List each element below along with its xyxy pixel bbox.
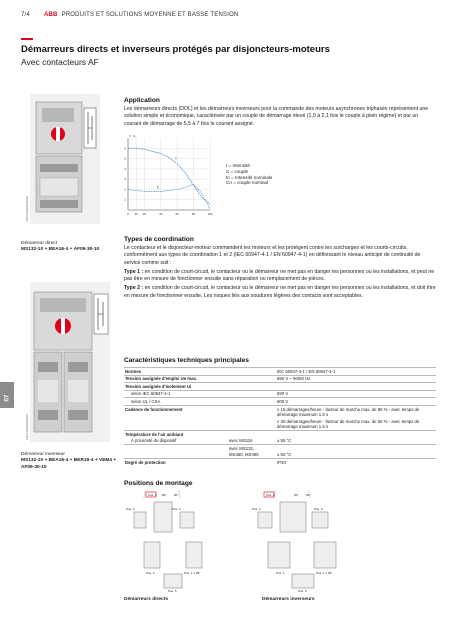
spec-row (124, 390, 436, 398)
title-accent-bar (21, 38, 33, 40)
spec-label: selon UL / CSA (124, 398, 228, 406)
photo-code-1: 1SFC101001F0001 (25, 195, 29, 222)
spec-mid (228, 459, 276, 466)
product-name: Démarreur direct (21, 241, 57, 246)
spec-value: IEC 60947-4-1 / EN 60947-4-1 (276, 368, 436, 376)
spec-label: Température de l'air ambiant (124, 430, 228, 437)
spec-label: Tension assignée d'isolement Ui (124, 383, 228, 391)
x-tick-label: 20 (142, 212, 147, 216)
pos-label-angle: Pos. 1 ± 30° (316, 571, 333, 575)
pos-label: Pos. 3 (172, 507, 181, 511)
spec-mid (228, 368, 276, 376)
angle-label: 90° (162, 493, 167, 497)
legend-item: Cn = couple nominal (226, 180, 269, 186)
spec-row (124, 445, 436, 452)
angle-label: 90° (174, 493, 179, 497)
x-tick-label: 100 (207, 212, 213, 216)
x-tick-label: 80 (191, 212, 196, 216)
spec-mid (228, 418, 276, 431)
y-tick-label: 4 (124, 166, 126, 171)
chapter-tab: 07 (0, 382, 14, 408)
spec-value: ± 55 °C (277, 438, 292, 444)
spec-label: À proximité du dispositif (131, 438, 177, 444)
spec-label: selon IEC 60947-4-1 (124, 390, 228, 398)
spec-label (124, 452, 228, 459)
mounting-diagram-direct (124, 490, 232, 594)
legend-item: In = Intensité nominale (226, 174, 273, 180)
pos-label-angle: Pos. 1 ± 90° (184, 571, 201, 575)
series-line-c (128, 184, 210, 209)
product-name: Démarreur inverseur (21, 452, 65, 457)
specs-heading: Caractéristiques techniques principales (124, 357, 249, 364)
legend-item: I = Intensité (226, 163, 250, 168)
spec-value: 690 V (276, 390, 436, 398)
page-subtitle: Avec contacteurs AF (21, 57, 99, 67)
angle-label: 30° (306, 493, 311, 497)
spec-row (124, 459, 436, 466)
spec-label: Cadence de fonctionnement (124, 405, 228, 418)
direct-starter-image (30, 94, 100, 224)
angle-label: 30° (294, 493, 299, 497)
spec-row (124, 452, 436, 459)
coordination-body (124, 245, 436, 300)
spec-label (124, 418, 228, 431)
coordination-intro: Le contacteur et le disjoncteur-moteur commandent les moteurs et les protègent contre les surcharges et les courts-circuits, conformément aux types de coordination 1 et 2 (IEC 60947-4-1 / EN 60947-4-1) en définissant le niveau anticipé de continuité de service comme suit : (124, 245, 421, 266)
page-number: 7/4 (21, 12, 30, 18)
application-text: Les démarreurs directs (DOL) et les démarreurs inverseurs pour la commande des moteurs asynchrones triphasés représentent une solution simple et économique, caractérisée par un couple de démarrage élevé (1,9 à 2,1 fois le couple à plein régime) et par un courant de démarrage de 5,5 à 7 fois le courant assigné. (124, 106, 429, 127)
mounting-heading: Positions de montage (124, 480, 193, 487)
spec-mid: MS450, MS495 (229, 452, 259, 458)
page-title: Démarreurs directs et inverseurs protégés par disjoncteurs-moteurs (21, 44, 330, 55)
spec-value (276, 430, 436, 437)
spec-value: IP20 (276, 459, 436, 466)
product-reference: MS132-10 + BEA16-4 + AF09-30-10 (21, 247, 100, 253)
spec-mid (228, 430, 276, 437)
coordination-type1: Type 1 : en condition de court-circuit, le contacteur ou le démarreur ne met pas en danger les personnes ou les installations, et peut ne pas être en mesure de fonctionner ensuite sans réparation ou remplacement de pièces. (124, 268, 435, 283)
mounting-caption-direct: Démarreurs directs (124, 597, 168, 602)
spec-row (124, 375, 436, 383)
y-tick-label: 1 (124, 197, 126, 202)
product-photo-reversing-starter (30, 282, 110, 442)
spec-label: Normes (124, 368, 228, 376)
current-torque-chart (118, 132, 218, 222)
series-line-i (128, 148, 210, 204)
spec-row (124, 368, 436, 376)
spec-value: 600 V (276, 398, 436, 406)
reversing-starter-image (30, 282, 110, 442)
photo-code-2: 1SFC101002F0001 (25, 413, 29, 440)
axis-corner-label: I/ (129, 134, 131, 138)
spec-label: Tension assignée d'emploi Ue max. (124, 375, 228, 383)
pos-label: Pos. 5 (298, 589, 307, 593)
page-header (21, 12, 238, 18)
legend-item: C = couple (226, 168, 249, 174)
series-annotation: I (175, 156, 177, 161)
specs-table (124, 367, 436, 466)
x-tick-label: 0 (127, 212, 129, 216)
pos-label: Pos. 1 (146, 571, 155, 575)
spec-row (124, 430, 436, 437)
spec-row (124, 398, 436, 406)
spec-mid: avec MS132, (228, 445, 276, 452)
spec-mid (228, 383, 276, 391)
product-caption-direct (21, 241, 116, 254)
spec-value (276, 445, 436, 452)
pos-label: Pos. 1 (276, 571, 285, 575)
product-caption-reversing (21, 452, 119, 471)
spec-value: ± 60 °C (277, 452, 292, 458)
spec-row (124, 438, 436, 445)
y-tick-label: 5 (124, 156, 126, 161)
spec-value: 690 V ~ 50/60 Hz (276, 375, 436, 383)
pos-label: Pos. 4 (126, 507, 135, 511)
product-photo-direct-starter (30, 94, 100, 224)
axis-corner-label: In (133, 134, 136, 138)
section-name: PRODUITS ET SOLUTIONS MOYENNE ET BASSE TENSION (61, 12, 239, 18)
pos-label: Pos. 2 (266, 493, 275, 497)
brand-name: ABB (43, 12, 58, 18)
spec-row (124, 383, 436, 391)
spec-value: ≤ 15 démarrages/heure - facteur de marche max. de 80 % - avec temps de démarrage maximum 1.5 s (276, 405, 436, 418)
y-tick-label: 3 (124, 177, 126, 182)
spec-label: Degré de protection (124, 459, 228, 466)
product-reference: MS132-10 + BEA16-4 + BER16-4 + VEM4 + AF09-30-10 (21, 458, 117, 470)
spec-mid (228, 405, 276, 418)
spec-row (124, 405, 436, 418)
pos-label: Pos. 5 (168, 589, 177, 593)
spec-row (124, 418, 436, 431)
pos-label: Pos. 3 (314, 507, 323, 511)
x-tick-label: 10 (134, 212, 138, 216)
mounting-caption-reversing: Démarreurs inverseurs (262, 597, 315, 602)
coordination-type2: Type 2 : en condition de court-circuit, le contacteur ou le démarreur ne met pas en danger les personnes ou les installations, et doit être en mesure de fonctionner ensuite. Les risques liés aux soudures légères des contacts sont acceptables. (124, 285, 436, 299)
spec-label (124, 445, 228, 452)
series-annotation: C (156, 185, 160, 190)
spec-mid: avec MS116 (229, 438, 253, 444)
spec-value: ≤ 30 démarrages/heure - facteur de marche max. de 50 % - avec temps de démarrage maximum 1.5 s (277, 418, 420, 429)
chart-legend (226, 163, 272, 186)
spec-mid (228, 398, 276, 406)
y-tick-label: 2 (124, 187, 126, 192)
pos-label: Pos. 2 (148, 493, 157, 497)
y-tick-label: 6 (124, 146, 126, 151)
spec-mid (228, 390, 276, 398)
pos-label: Pos. 4 (252, 507, 261, 511)
x-tick-label: 40 (159, 212, 163, 216)
spec-mid (228, 375, 276, 383)
coordination-heading: Types de coordination (124, 236, 194, 243)
mounting-diagram-reversing (250, 490, 360, 594)
application-heading: Application (124, 97, 160, 104)
chart-labels (124, 134, 213, 216)
spec-value (276, 383, 436, 391)
x-tick-label: 60 (175, 212, 179, 216)
